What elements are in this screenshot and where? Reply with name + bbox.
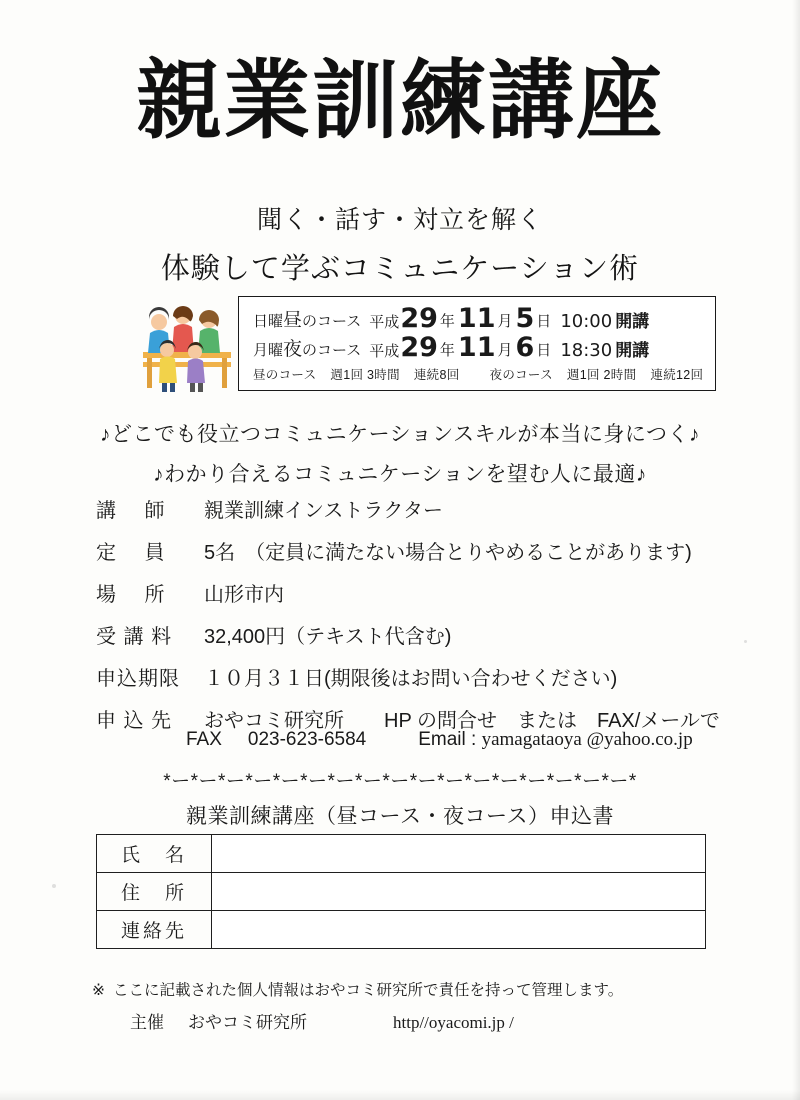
catchphrase-secondary: ♪わかり合えるコミュニケーションを望む人に最適♪ [153, 463, 647, 486]
course-year: 29 [400, 303, 438, 334]
course-label: 月曜夜のコース [253, 339, 362, 360]
course-label: 日曜昼のコース [253, 310, 362, 331]
detail-label: 場 所 [96, 584, 166, 606]
form-field-input-contact[interactable] [212, 911, 706, 949]
email-label: Email : [418, 729, 477, 750]
detail-value: 親業訓練インストラクター [204, 500, 443, 522]
form-field-input-name[interactable] [212, 835, 706, 873]
note-night-count: 連続12回 [650, 368, 704, 382]
detail-row-place [96, 578, 756, 607]
course-era: 平成 [369, 343, 400, 360]
detail-value: 32,400円（テキスト代含む) [204, 626, 452, 648]
course-year-unit: 年 [439, 342, 455, 359]
page-title: 親業訓練講座 [136, 51, 664, 151]
course-day: 5 [515, 303, 535, 334]
application-form-title: 親業訓練講座（昼コース・夜コース）申込書 [186, 805, 614, 828]
host-name: おやコミ研究所 [188, 1013, 307, 1032]
form-field-input-address[interactable] [212, 873, 706, 911]
form-field-label-address: 住 所 [97, 873, 212, 911]
note-day-freq: 週1回 3時間 [330, 368, 400, 382]
course-time: 10:00 [560, 311, 613, 332]
detail-label: 定 員 [96, 542, 166, 564]
course-day-unit: 日 [536, 342, 552, 359]
course-open-label: 開講 [615, 341, 650, 361]
catchphrase-primary: ♪どこでも役立つコミュニケーションスキルが本当に身につく♪ [100, 423, 700, 446]
note-day-label: 昼のコース [253, 368, 317, 382]
details-list [96, 494, 756, 746]
family-illustration [137, 300, 237, 395]
detail-row-capacity [96, 536, 756, 565]
course-month-unit: 月 [497, 313, 513, 330]
host-label: 主催 [130, 1013, 164, 1032]
host-line [130, 1008, 514, 1033]
asterisk-icon: ※ [92, 982, 105, 999]
contact-line [186, 729, 693, 751]
course-day: 6 [515, 332, 535, 363]
detail-label: 申 込 先 [96, 710, 173, 732]
course-day-unit: 日 [536, 313, 552, 330]
detail-row-deadline [96, 662, 756, 691]
course-month-unit: 月 [497, 342, 513, 359]
course-open-label: 開講 [615, 312, 650, 332]
table-row [97, 873, 706, 911]
note-night-label: 夜のコース [489, 368, 553, 382]
detail-note: (期限後はお問い合わせください) [324, 668, 618, 690]
course-time: 18:30 [560, 340, 613, 361]
subtitle-primary: 聞く・話す・対立を解く [256, 206, 543, 234]
fax-label: FAX [186, 729, 222, 750]
table-row [97, 835, 706, 873]
detail-row-fee [96, 620, 756, 649]
detail-row-instructor [96, 494, 756, 523]
course-schedule-box [238, 296, 716, 391]
fax-number: 023-623-6584 [247, 729, 367, 750]
course-month: 11 [457, 332, 496, 363]
note-day-count: 連続8回 [413, 368, 460, 382]
detail-label: 受 講 料 [96, 626, 173, 648]
course-month: 11 [457, 303, 496, 334]
note-night-freq: 週1回 2時間 [566, 368, 637, 382]
detail-note: （定員に満たない場合とりやめることがあります) [245, 542, 692, 564]
application-form-table [96, 834, 706, 949]
host-url[interactable]: http//oyacomi.jp / [393, 1013, 514, 1032]
course-year: 29 [400, 332, 438, 363]
detail-value: 山形市内 [204, 584, 284, 606]
table-row [97, 911, 706, 949]
form-field-label-contact: 連絡先 [97, 911, 212, 949]
detail-value: 5名 [204, 542, 236, 564]
decorative-divider: *ー*ー*ー*ー*ー*ー*ー*ー*ー*ー*ー*ー*ー*ー*ー*ー*ー* [163, 771, 637, 792]
email-address[interactable]: yamagataoya @yahoo.co.jp [481, 729, 693, 750]
scan-edge-bottom [0, 1090, 800, 1100]
scan-edge-right [792, 0, 800, 1100]
detail-label: 申込期限 [96, 668, 180, 690]
detail-value: おやコミ研究所 HP の問合せ または FAX/メールで [204, 710, 720, 732]
course-frequency-note [253, 365, 705, 383]
course-era: 平成 [369, 314, 400, 331]
subtitle-secondary: 体験して学ぶコミュニケーション術 [160, 253, 640, 285]
form-field-label-name: 氏 名 [97, 835, 212, 873]
course-row-monday [253, 334, 705, 361]
course-year-unit: 年 [439, 313, 455, 330]
scan-speck [52, 884, 56, 888]
privacy-note [92, 978, 623, 1000]
detail-value: １０月３１日 [204, 668, 324, 690]
course-row-sunday [253, 305, 705, 332]
privacy-note-text: ここに記載された個人情報はおやコミ研究所で責任を持って管理します。 [113, 982, 624, 999]
detail-label: 講 師 [96, 500, 166, 522]
